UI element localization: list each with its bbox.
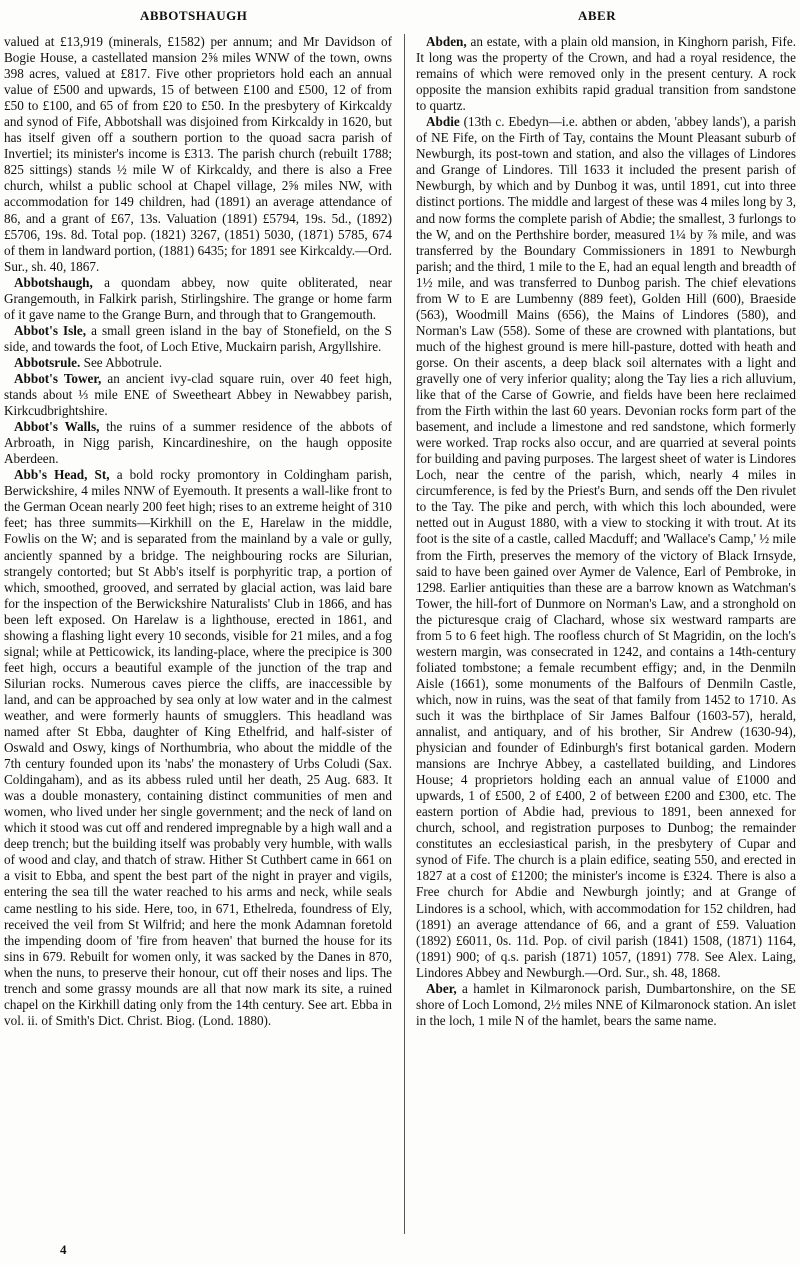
running-header <box>0 4 800 26</box>
left-column <box>4 34 392 1029</box>
right-column <box>416 34 796 1029</box>
entry-abbs-head: Abb's Head, St, a bold rocky promontory in Coldingham parish, Berwickshire, 4 miles NNW of Eyemouth. It presents a wall-like front to the German Ocean nearly 200 feet high; rises to an extreme height of 310 feet; has three summits—Kirkhill on the E, Harelaw in the middle, Fowlis on the W; and is separated from the mainland by a vale or gully, anciently spanned by a bridge. The neighbouring rocks are Silurian, strangely contorted; but St Abb's itself is porphyritic trap, a portion of which, smoothed, grooved, and serrated by glacial action, was laid bare for the inspection of the Berwickshire Naturalists' Club in 1866, and has been left exposed. On Harelaw is a lighthouse, erected in 1861, and showing a flashing light every 10 seconds, visible for 21 miles, and a fog signal; while at Petticowick, its landing-place, where the precipice is 300 feet high, occurs a beautiful example of the junction of the trap and Silurian rocks. Numerous caves pierce the cliffs, are inaccessible by land, and can be approached by sea only at low water and in the calmest weather, and were formerly haunts of smugglers. This headland was named after St Ebba, daughter of King Ethelfrid, and half-sister of Oswald and Oswy, kings of Northumbria, who about the middle of the 7th century founded upon its 'nabs' the monastery of Urbs Coludi (Sax. Coldingaham), and as its abbess ruled until her death, 25 Aug. 683. It was a double monastery, containing distinct communities of men and women, who lived under her single government; and the neck of land on which it stood was cut off and rendered impregnable by a high wall and a deep trench; but the building itself was probably very humble, with walls of wood and clay, and thatch of straw. Hither St Cuthbert came in 661 on a visit to Ebba, and spent the best part of the night in prayer and vigils, entering the sea till the water reached to his arms and neck, while seals came nestling to his side. Here, too, in 671, Ethelreda, foundress of Ely, received the veil from St Wilfrid; and here the monk Adamnan foretold the impending doom of 'fire from heaven' that burned the house for its sins in 679. Rebuilt for women only, it was sacked by the Danes in 870, when the nuns, to preserve their honour, cut off their noses and lips. The trench and some grassy mounds are all that now mark its site, a ruined chapel on the Kirkhill dating only from the 14th century. See art. Ebba in vol. ii. of Smith's Dict. Christ. Biog. (Lond. 1880). <box>4 467 392 1028</box>
headword: Abden, <box>426 34 467 49</box>
headword: Abbotshaugh, <box>14 274 93 290</box>
entry-abdie: Abdie (13th c. Ebedyn—i.e. abthen or abden, 'abbey lands'), a parish of NE Fife, on the Firth of Tay, contains the Mount Pleasant suburb of Newburgh, its post-town and station, and also the villages of Lindores and Grange of Lindores. Till 1633 it included the present parish of Newburgh, by which and by Dunbog it was, until 1891, cut into three distinct portions. The middle and largest of these was 4 miles long by 3, and now forms the complete parish of Abdie; the smallest, 3 furlongs to the W, and on the Perthshire border, measured 1¼ by ⅞ mile, and was transferred by the Boundary Commissioners in 1891 to Newburgh parish; and the third, 1 mile to the E, had an equal length and breadth of 1½ mile, and was transferred to Dunbog parish. The chief elevations from W to E are Lumbenny (889 feet), Golden Hill (600), Braeside (563), Woodmill Mains (656), the Mains of Lindores (580), and Norman's Law (558). Some of these are crowned with plantations, but much of the highest ground is mere hill-pasture, dotted with heath and gorse. On their ascents, a deep black soil alternates with a light and gravelly one of very inferior quality; along the Tay lies a rich alluvium, like that of the Carse of Gowrie, and fields have been here reclaimed from the Firth within the last 60 years. Devonian rocks form part of the basement, and include a limestone and red sandstone, which formerly were worked. Trap rocks also occur, and are quarried at several points for building and paving purposes. The largest sheet of water is Lindores Loch, near the centre of the parish, which, nearly 4 miles in circumference, is fed by the Priest's Burn, and sends off the Den rivulet to the Tay. The pike and perch, with which this loch abounded, were netted out in August 1880, with a view to stocking it with trout. At its foot is the site of a castle, called Macduff; and 'Wallace's Camp,' ½ mile from the Firth, preserves the memory of the victory of Black Irnsyde, said to have been gained over Aymer de Valence, Earl of Pembroke, in 1298. Earlier antiquities than these are a barrow known as Watchman's Tower, the hill-fort of Dunmore on Norman's Law, and a stronghold on the picturesque craig of Clachard, whose six westward ramparts are from 5 to 6 feet high. The roofless church of St Magridin, on the loch's western margin, was consecrated in 1242, and contains a 14th-century foliated tombstone; a female recumbent effigy; and, in the Denmiln Aisle (1661), some monuments of the Balfours of Denmiln Castle, which, now in ruins, was the seat of that family from 1452 to 1710. As such it was the birthplace of Sir James Balfour (1603-57), herald, annalist, and antiquary, and of his brother, Sir Andrew (1630-94), physician and founder of Edinburgh's first botanical garden. Modern mansions are Inchrye Abbey, a castellated building, and Lindores House; 4 proprietors holding each an annual value of £1000 and upwards, 1 of £500, 2 of £400, 2 of between £200 and £300, etc. The eastern portion of Abdie had, previous to 1891, been annexed for church, school, and registration purposes to Dunbog; the remainder constitutes an ecclesiastical parish, in the presbytery of Cupar and synod of Fife. The church is a plain edifice, seating 550, and erected in 1827 at a cost of £1200; the minister's income is £324. There is also a Free church for Abdie and Newburgh jointly; and at Grange of Lindores is a school, which, with accommodation for 152 children, had (1891) an average attendance of 66, and a grant of £59. Valuation (1892) £6011, 0s. 11d. Pop. of civil parish (1841) 1508, (1871) 1164, (1891) 900; of q.s. parish (1871) 1057, (1891) 778. See Alex. Laing, Lindores Abbey and Newburgh.—Ord. Sur., sh. 48, 1868. <box>416 114 796 980</box>
headword: Abbot's Tower, <box>14 370 102 386</box>
header-left: ABBOTSHAUGH <box>140 8 248 23</box>
entry-continuation: valued at £13,919 (minerals, £1582) per annum; and Mr Davidson of Bogie House, a castellated mansion 2⅝ miles WNW of the town, owns 398 acres, valued at £817. Five other proprietors hold each an annual value of £500 and upwards, 15 of between £100 and £500, 12 of from £50 to £100, and 65 of from £20 to £50. In the presbytery of Kirkcaldy and synod of Fife, Abbotshall was disjoined from Kirkcaldy in 1620, but has itself given off a southern portion to the quoad sacra parish of Invertiel; its minister's income is £313. The parish church (rebuilt 1788; 825 sittings) stands ½ mile W of Kirkcaldy, and there is also a Free church, whilst a public school at Chapel village, 2⅝ miles NW, with accommodation for 149 children, had (1891) an average attendance of 86, and a grant of £67, 13s. Valuation (1891) £5794, 19s. 5d., (1892) £5706, 19s. 8d. Total pop. (1821) 3267, (1851) 5030, (1871) 5785, 674 of them in landward portion, (1881) 6435; for 1891 see Kirkcaldy.—Ord. Sur., sh. 40, 1867. <box>4 34 392 274</box>
headword: Abbotsrule. <box>14 354 81 370</box>
entry-abbotshaugh: Abbotshaugh, a quondam abbey, now quite obliterated, near Grangemouth, in Falkirk parish, Stirlingshire. The grange or home farm of it gave name to the Grange Burn, and through that to Grangemouth. <box>4 274 392 322</box>
entry-abbots-isle: Abbot's Isle, a small green island in the bay of Stonefield, on the S side, and towards the foot, of Loch Etive, Muckairn parish, Argyllshire. <box>4 322 392 354</box>
entry-abbotsrule: Abbotsrule. See Abbotrule. <box>14 354 162 370</box>
page-number: 4 <box>60 1242 67 1257</box>
entry-aber: Aber, a hamlet in Kilmaronock parish, Dumbartonshire, on the SE shore of Loch Lomond, 2½ miles NNE of Kilmaronock station. An islet in the loch, 1 mile N of the hamlet, bears the same name. <box>416 980 796 1028</box>
entry-abbots-walls: Abbot's Walls, the ruins of a summer residence of the abbots of Arbroath, in Nigg parish, Kincardineshire, on the haugh opposite Aberdeen. <box>4 419 392 467</box>
headword: Abb's Head, St, <box>14 467 110 483</box>
headword: Abbot's Isle, <box>14 322 87 338</box>
entry-abden: Abden, an estate, with a plain old mansion, in Kinghorn parish, Fife. It long was the property of the Crown, and had a royal residence, the remains of which were removed only in the present century. A rock opposite the mansion exhibits rapid gradual transition from sandstone to quartz. <box>416 34 796 114</box>
entry-abbots-tower: Abbot's Tower, an ancient ivy-clad square ruin, over 40 feet high, stands about ⅓ mile ENE of Sweetheart Abbey in Newabbey parish, Kirkcudbrightshire. <box>4 370 392 419</box>
headword: Abdie <box>426 114 460 130</box>
headword: Aber, <box>426 980 457 996</box>
column-divider <box>404 34 405 1234</box>
header-right: ABER <box>578 8 617 23</box>
headword: Abbot's Walls, <box>14 419 100 435</box>
